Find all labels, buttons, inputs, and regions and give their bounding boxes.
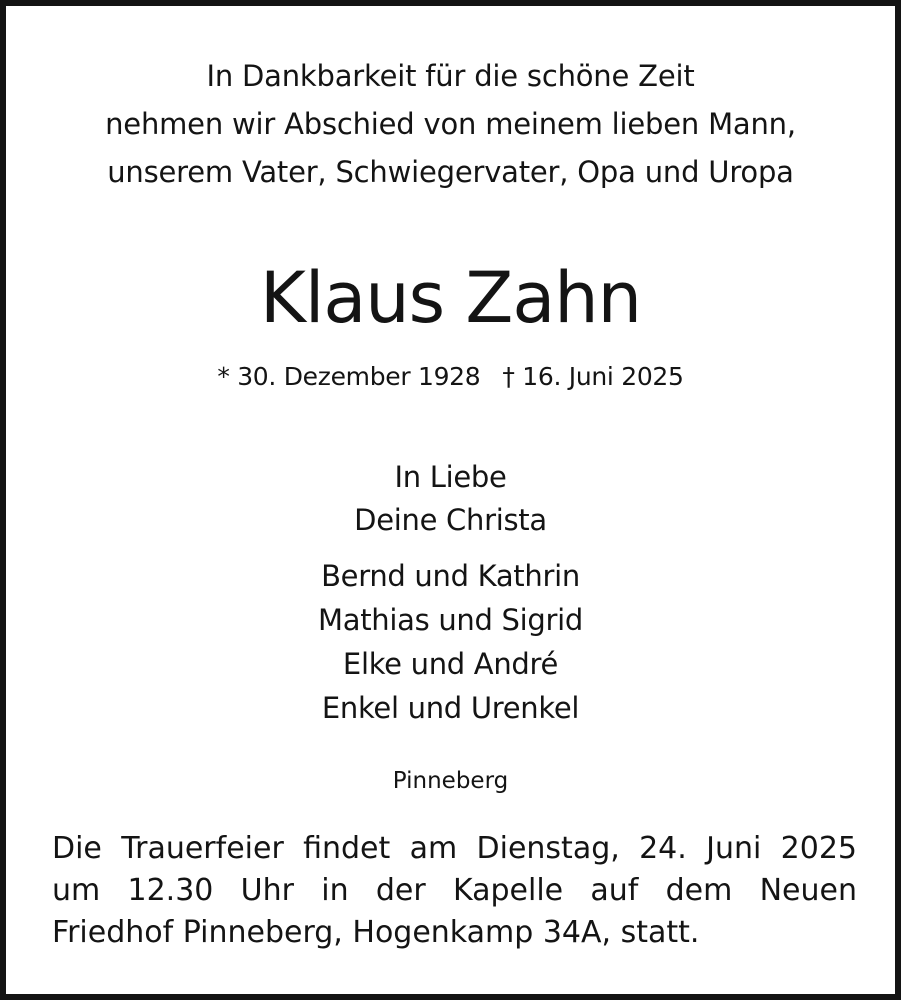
family-member-3: Elke und André <box>342 647 559 681</box>
family-member-4: Enkel und Urenkel <box>321 691 580 725</box>
intro-line-2: nehmen wir Abschied von meinem lieben Mann, <box>105 107 796 141</box>
intro-line-3: unserem Vater, Schwiegervater, Opa und Uropa <box>107 155 794 189</box>
service-line-2: um 12.30 Uhr in der Kapelle auf dem Neuen <box>52 873 857 908</box>
birth-date: * 30. Dezember 1928 <box>217 362 481 391</box>
life-dates <box>6 364 895 389</box>
service-line-1: Die Trauerfeier findet am Dienstag, 24. Juni 2025 <box>52 831 857 866</box>
death-date: † 16. Juni 2025 <box>502 362 684 391</box>
place: Pinneberg <box>392 768 509 794</box>
greeting: In Liebe <box>394 460 507 494</box>
intro-line-1: In Dankbarkeit für die schöne Zeit <box>206 59 695 93</box>
service-line-3: Friedhof Pinneberg, Hogenkamp 34A, statt. <box>52 915 700 950</box>
family-member-1: Bernd und Kathrin <box>321 559 580 593</box>
spouse-signature: Deine Christa <box>354 503 547 537</box>
deceased-name: Klaus Zahn <box>260 257 641 339</box>
family-member-2: Mathias und Sigrid <box>318 603 583 637</box>
